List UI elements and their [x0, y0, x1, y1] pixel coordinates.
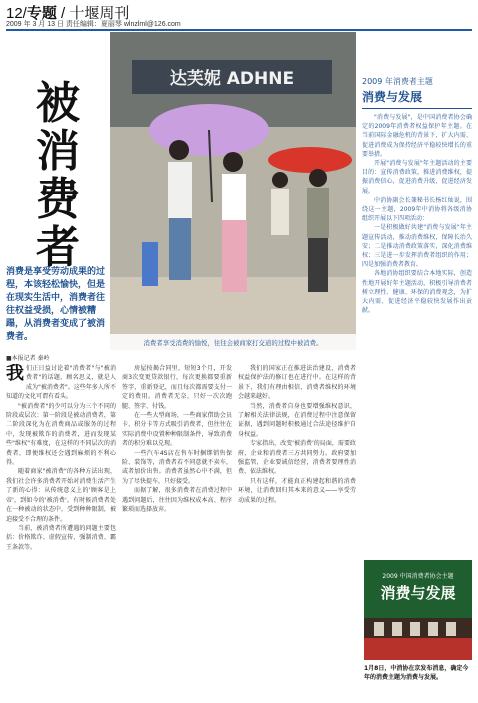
paragraph: 们正日益讨论着"消费者"与"被消费者"的话题，顾名思义，就是人成为"被消费者"。这些年多人所不知道的文化可谓有看头。	[6, 365, 116, 401]
sidebar-rule	[362, 108, 472, 109]
sidebar-kicker: 2009 年消费者主题	[362, 77, 433, 86]
storefront-sign: 达芙妮 ADHNE	[169, 69, 295, 89]
paragraph: 当然，消费者自身也要增强维权意识，了解相关法律法规，在消费过程中注意保留证据，遇到问题时积极通过合法途径维护自身权益。	[238, 402, 356, 438]
byline: ■本报记者 秦岭	[6, 355, 50, 362]
paragraph: 专家指出，改变'被消费'的局面，需要政府、企业和消费者三方共同努力。政府要加强监管，企业要诚信经营，消费者要理性消费、依法维权。	[238, 440, 356, 476]
paragraph: 随着商家"被消费"的各种方法出现，我们社会许多消费者开始对消费生活产生了新的心得：从传统意义上的'顾客是上帝'，到如今的'被消费'。有时候消费者处在一种被动的状态中，受到种种限制，被迫接受不合理的条件。	[6, 468, 116, 523]
inset-year: 2009 中国消费者协会主题	[382, 573, 454, 580]
podium-event-illustration	[364, 560, 472, 660]
inset-caption: 1月8日，中消协在京发布消息，确定今年的消费主题为消费与发展。	[364, 665, 469, 681]
header-meta: 2009 年 3 月 13 日 责任编辑：夏丽琴 wlnzlml@126.com	[6, 21, 181, 28]
drop-cap: 我	[6, 364, 24, 384]
header-rule	[6, 29, 472, 31]
paragraph: 我们的国家正在推进法治建设，消费者权益保护法的修订也在进行中。在这样的背景下，我们有理由相信，消费者维权的环境会越来越好。	[238, 365, 356, 401]
paragraph: 而据了解，很多消费者在消费过程中遇到问题后，往往因为维权成本高、程序繁琐而选择放弃。	[122, 487, 232, 514]
sidebar-title: 消费与发展	[362, 90, 423, 104]
sidebar-paragraph: 各地消协组织要结合本地实际，创造性地开展好年主题活动，积极引导消费者树立理性、健康、环保的消费观念，为扩大内需、促进经济平稳较快发展作出贡献。	[362, 270, 472, 315]
paragraph: 在一些大型商场，一些商家借助会员卡、积分卡等方式吸引消费者，但往往在实际消费中设置种种限制条件，导致消费者的积分难以兑现。	[122, 412, 232, 448]
paragraph: 房屋按揭合同里，短短3个月，开发商3次变更贷款银行，每次更换都要重新签字，重新登记，而且每次都需要支付一定的费用。消费者无奈，只好一次次跑腿、签字、付钱。	[122, 365, 232, 410]
sidebar-paragraph: 开展"消费与发展"年主题活动的主要目的：宣传消费政策，推进消费维权，提振消费信心，促进消费升级，促进经济发展。	[362, 160, 472, 195]
issue-number: 12/	[6, 5, 27, 22]
paragraph: 只有这样，才能真正构建起和谐的消费环境，让消费回归其本来的意义——享受劳动成果的过程。	[238, 477, 356, 504]
section-name: 专题	[26, 5, 57, 22]
section-heading: 12/专题 / 十堰周刊	[6, 5, 130, 22]
article-column-2	[122, 364, 232, 694]
main-photo	[110, 32, 356, 350]
sidebar-paragraph: 一是积极做好共建"消费与发展"年主题宣传活动，推动消费维权，保障长治久安；二是推动消费政策落实，深化消费维权；三是进一步发挥消费者组织的作用；四是加强消费者教育。	[362, 224, 472, 269]
article-blurb: 消费是享受劳动成果的过程，本该轻松愉快，但是在现实生活中，消费者往往权益受损，心情被糟蹋，从消费者变成了被消费者。	[6, 267, 106, 342]
inset-title: 消费与发展	[380, 584, 456, 602]
paragraph: "被消费者"的少可以分为三个不同的阶段或层次：第一阶段是被动消费者，第二阶段深化为在消费商品或服务的过程中，发现被欺诈的消费者，进而发现某些"维权"有难度，在这样的不同层次的消费者，即便维权还会遇到麻烦的不利心得。	[6, 402, 116, 467]
publication-name: 十堰周刊	[69, 5, 130, 22]
article-column-1	[6, 364, 116, 694]
sidebar-text	[362, 113, 472, 583]
page-header	[0, 0, 478, 28]
inset-photo	[364, 560, 472, 660]
sidebar-paragraph: "消费与发展"，是中国消费者协会确定的2009年消费者权益保护年主题。在当前国际金融危机的背景下，扩大内需、促进消费成为保持经济平稳较快增长的重要举措。	[362, 114, 472, 158]
sidebar-paragraph: 中消协副会长兼秘书长杨红灿说，围绕这一主题，2009年中消协将各级消协组织开展以下四项活动：	[362, 196, 472, 223]
article-column-3	[238, 364, 356, 694]
photo-caption: 消费者享受消费的愉悦，往往会被商家打交道的过程中被消费。	[143, 339, 323, 347]
article-title: 被消费者	[36, 78, 80, 273]
paragraph: 一些汽车4S店在售车时捆绑销售保险、装饰等，消费者若不同意就不卖车，或者加价出售。消费者虽然心中不满，但为了尽快提车，只好接受。	[122, 449, 232, 485]
sidebar-box	[362, 76, 472, 583]
street-scene-illustration	[110, 32, 356, 350]
paragraph: 当前，被消费者所遭遇的问题主要包括：价格欺诈、虚假宣传、强制消费、霸王条款等。	[6, 524, 116, 551]
